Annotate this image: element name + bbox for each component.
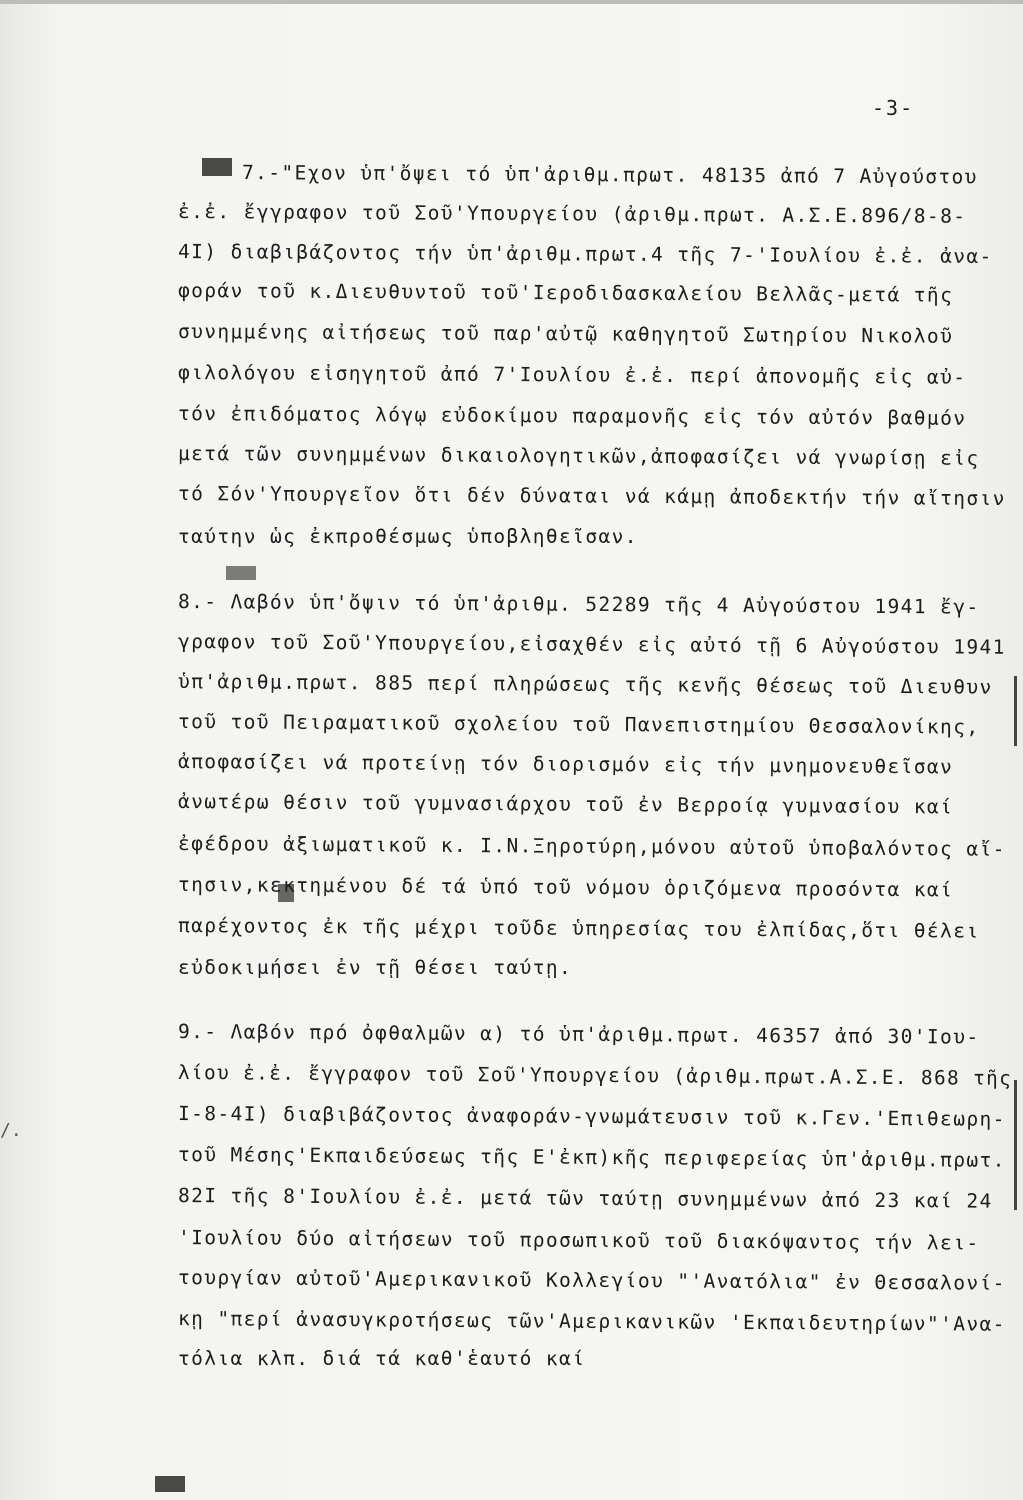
ink-blot: [202, 158, 232, 176]
text-line: μετά τῶν συνημμένων δικαιολογητικῶν,ἀποφασίζει νά γνωρίσῃ εἰς: [177, 442, 980, 470]
page-top-border: [0, 0, 1023, 4]
text-line: ταύτην ὡς ἐκπροθέσμως ὑποβληθεῖσαν.: [178, 525, 638, 548]
page-edge-shadow: [1014, 1080, 1017, 1210]
text-line: φιλολόγου εἰσηγητοῦ ἀπό 7'Ιουλίου ἐ.ἐ. περί ἀπονομῆς εἰς αὐ-: [177, 361, 967, 389]
page-edge-shadow: [1014, 676, 1017, 746]
text-line: φοράν τοῦ κ.Διευθυντοῦ τοῦ'Ιεροδιδασκαλείου Βελλᾶς-μετά τῆς: [177, 279, 954, 307]
page-number: -3-: [872, 96, 915, 120]
text-line: 'Ιουλίου δύο αἰτήσεων τοῦ προσωπικοῦ τοῦ διακόψαντος τήν λει-: [177, 1226, 980, 1255]
text-line: τησιν,κεκτημένου δέ τά ὑπό τοῦ νόμου ὁριζόμενα προσόντα καί: [177, 873, 954, 902]
text-line: τουργίαν αὐτοῦ'Αμερικανικοῦ Κολλεγίου "'Ανατόλια" ἐν Θεσσαλονί-: [177, 1266, 1006, 1295]
text-line: λίου ἐ.ἐ. ἔγγραφον τοῦ Σοῦ'Υπουργείου (ἀριθμ.πρωτ.Α.Σ.Ε. 868 τῆς: [177, 1061, 1013, 1090]
text-line: ἐ.ἐ. ἔγγραφον τοῦ Σοῦ'Υπουργείου (ἀριθμ.πρωτ. Α.Σ.Ε.896/8-8-: [177, 200, 967, 228]
text-line: τοῦ Μέσης'Εκπαιδεύσεως τῆς Ε'ἐκπ)κῆς περιφερείας ὑπ'ἀριθμ.πρωτ.: [177, 1143, 1006, 1172]
text-line: εὐδοκιμήσει ἐν τῇ θέσει ταύτῃ.: [178, 956, 573, 979]
text-line: ὑπ'ἀριθμ.πρωτ. 885 περί πληρώσεως τῆς κενῆς θέσεως τοῦ Διευθυν: [177, 670, 993, 699]
margin-mark: /.: [0, 1120, 22, 1141]
text-line: 82Ι τῆς 8'Ιουλίου ἐ.ἐ. μετά τῶν ταύτῃ συνημμένων ἀπό 23 καί 24: [177, 1184, 993, 1213]
text-line: 9.- Λαβόν πρό ὀφθαλμῶν α) τό ὑπ'ἀριθμ.πρωτ. 46357 ἀπό 30'Ιου-: [177, 1020, 980, 1049]
text-line: τόν ἐπιδόματος λόγῳ εὐδοκίμου παραμονῆς εἰς τόν αὐτόν βαθμόν: [177, 402, 967, 430]
text-line: τόλια κλπ. διά τά καθ'ἑαυτό καί: [178, 1347, 586, 1370]
text-line: κῃ "περί ἀνασυγκροτήσεως τῶν'Αμερικανικῶν 'Εκπαιδευτηρίων"'Ανα-: [177, 1307, 1006, 1336]
text-line: 8.- Λαβόν ὑπ'ὄψιν τό ὑπ'ἀριθμ. 52289 τῆς 4 Αὐγούστου 1941 ἔγ-: [177, 590, 980, 619]
text-line: ἐφέδρου ἀξιωματικοῦ κ. Ι.Ν.Ξηροτύρη,μόνου αὐτοῦ ὑποβαλόντος αἴ-: [177, 832, 1006, 861]
text-line: 4Ι) διαβιβάζοντος τήν ὑπ'ἀριθμ.πρωτ.4 τῆς 7-'Ιουλίου ἐ.ἐ. ἀνα-: [177, 240, 993, 268]
ink-blot: [226, 566, 256, 580]
text-line: ἀνωτέρω θέσιν τοῦ γυμνασιάρχου τοῦ ἐν Βερροίᾳ γυμνασίου καί: [177, 790, 954, 819]
text-line: τό Σόν'Υπουργεῖον ὅτι δέν δύναται νά κάμῃ ἀποδεκτήν τήν αἴτησιν: [177, 482, 1006, 511]
text-line: συνημμένης αἰτήσεως τοῦ παρ'αὐτῷ καθηγητοῦ Σωτηρίου Νικολοῦ: [177, 320, 954, 348]
text-line: γραφον τοῦ Σοῦ'Υπουργείου,εἰσαχθέν εἰς αὐτό τῇ 6 Αὐγούστου 1941: [177, 630, 1006, 659]
text-line: παρέχοντος ἐκ τῆς μέχρι τοῦδε ὑπηρεσίας του ἐλπίδας,ὅτι θέλει: [177, 914, 980, 943]
text-line: 7.-"Εχον ὑπ'ὄψει τό ὑπ'ἀριθμ.πρωτ. 48135 ἀπό 7 Αὐγούστου: [241, 161, 978, 189]
ink-blot: [155, 1476, 185, 1492]
text-line: Ι-8-4Ι) διαβιβάζοντος ἀναφοράν-γνωμάτευσιν τοῦ κ.Γεν.'Επιθεωρη-: [177, 1102, 1006, 1131]
text-line: ἀποφασίζει νά προτείνῃ τόν διορισμόν εἰς τήν μνημονευθεῖσαν: [177, 750, 954, 779]
text-line: τοῦ τοῦ Πειραματικοῦ σχολείου τοῦ Πανεπιστημίου Θεσσαλονίκης,: [177, 710, 980, 739]
